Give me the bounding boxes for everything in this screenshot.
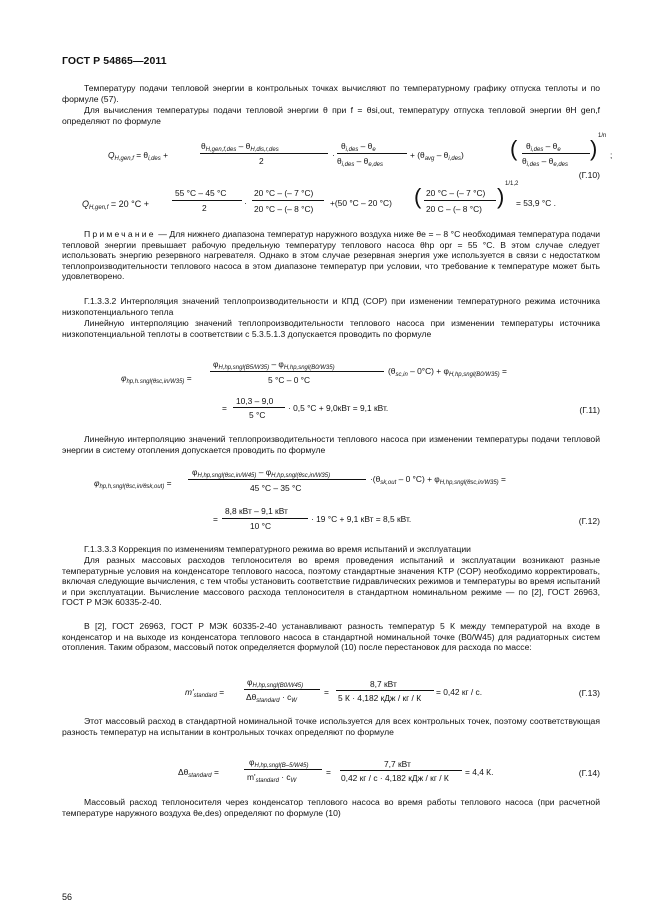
paragraph-formula-lead: Для вычисления температуры подачи тепловой энергии θ при f = θsi,out, температуру отпуска тепловой энергии θH gen,f определяют по формуле [62, 105, 600, 126]
paragraph-delta-temp: Этот массовый расход в стандартной номинальной точке используется для всех контрольных точек, поэтому соответствующая разность температур на испытании в контрольных точках определяют по формуле [62, 716, 600, 737]
note: Примечание — Для нижнего диапазона температур наружного воздуха ниже θe = – 8 °С необходимая температура подачи тепловой энергии превышает рабочую предельную температуру теплового насоса θhp opr = 55 °С. В этом случае следует использовать энергию резервного нагревателя. Однако в этом случае резервная энергия уже используется в связи с недостатком теплопроизводительности теплового насоса в этом диапазоне температур при условии, что требование к температуре может быть удовлетворено. [62, 229, 600, 282]
document-header: ГОСТ Р 54865—2011 [62, 55, 167, 67]
paragraph-interp-source: Линейную интерполяцию значений теплопроизводительности теплового насоса при изменении температуры источника низкопотенциальной теплоты в соответствии с 5.3.5.1.3 допускается проводить по формуле [62, 318, 600, 339]
page-number: 56 [62, 892, 73, 902]
section-g1333: Г.1.3.3.3 Коррекция по изменениям температурного режима во время испытаний и эксплуатации [84, 544, 471, 554]
paragraph-mass-flow: Для разных массовых расходов теплоносителя во время проведения испытаний и эксплуатации возникают разные температурные условия на конденсаторе теплового насоса, поэтому стандартные значения KTP (COP) необходимо корректировать, включая следующие вычисления, с тем чтобы установить соответствие гидравлических режимов и температуры во время испытаний и при эксплуатации. Вычисление массового расхода теплоносителя в стандартном номинальном режиме — по [2], ГОСТ 26963, ГОСТ Р МЭК 60335-2-40. [62, 555, 600, 608]
paragraph-design-flow: Массовый расход теплоносителя через конденсатор теплового насоса во время работы теплового насоса (при расчетной температуре наружного воздуха θe,des) определяют по формуле (10) [62, 797, 600, 818]
paragraph-intro: Температуру подачи тепловой энергии в контрольных точках вычисляют по температурному графику отпуска теплоты и по формуле (57). [62, 83, 600, 104]
paragraph-interp-supply: Линейную интерполяцию значений теплопроизводительности теплового насоса при изменении температуры подачи тепловой энергии в систему отопления допускается проводить по формуле [62, 434, 600, 455]
paragraph-standard-point: В [2], ГОСТ 26963, ГОСТ Р МЭК 60335-2-40 устанавливают разность температур 5 К между температурой на входе в конденсатор и на выходе из конденсатора теплового насоса в стандартной номинальной точке (B0/W45) для радиаторных систем отопления. Таким образом, массовый поток определяется формулой (10) после перестановок для расхода по массе: [62, 621, 600, 653]
section-g1332: Г.1.3.3.2 Интерполяция значений теплопроизводительности и КПД (COP) при изменении температурного режима источника низкопотенциального тепла [62, 296, 600, 317]
